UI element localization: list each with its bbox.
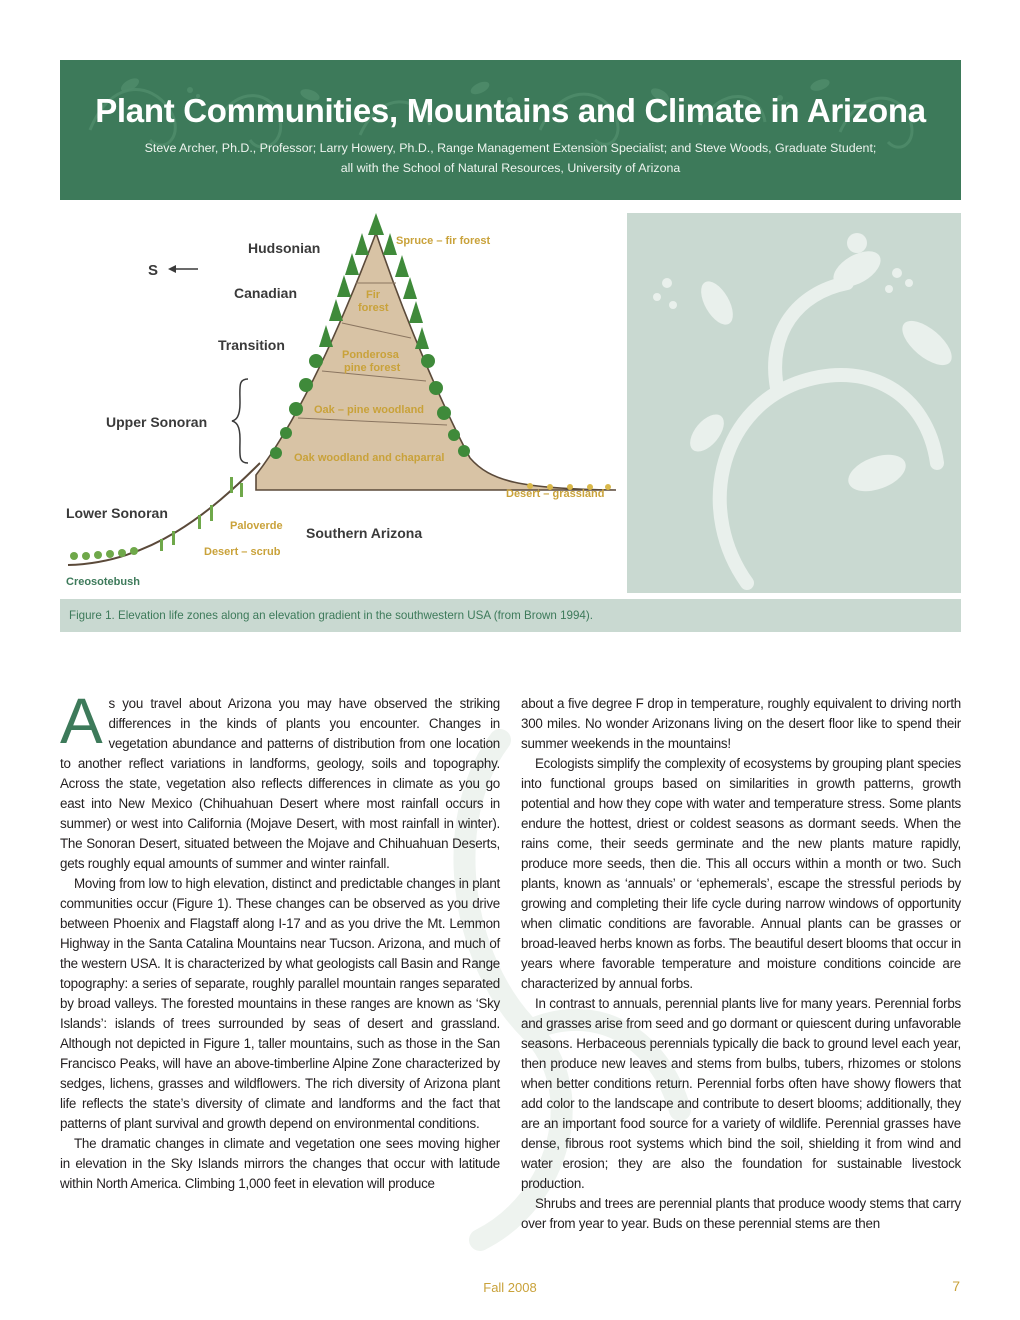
figure-caption: Figure 1. Elevation life zones along an elevation gradient in the southwestern USA (from Brown 1994). [60,599,961,632]
vine-ornament [627,213,961,593]
south-label: S [148,262,159,279]
decorative-panel [627,213,961,593]
south-arrowhead [168,265,176,273]
zone-label-canadian: Canadian [234,285,298,301]
community-oak-pine: Oak – pine woodland [314,404,425,416]
paragraph-temperature: about a five degree F drop in temperature, roughly equivalent to driving north 300 miles. No wonder Arizonans living on the desert floor like to spend their summer weekends in the mountains! [521,696,961,751]
article-title: Plant Communities, Mountains and Climate in Arizona [95,92,926,129]
article-column-left [60,685,500,1194]
community-fir-line2: forest [358,302,389,314]
header-swirl-ornament [60,60,961,200]
zone-label-hudsonian: Hudsonian [248,240,321,256]
community-creosotebush: Creosotebush [66,576,140,588]
author-byline [60,138,961,178]
community-paloverde: Paloverde [230,520,283,532]
paragraph-functional-groups: Ecologists simplify the complexity of ecosystems by grouping plant species into functional groups based on similarities in growth patterns, growth potential and how they cope with water and temperature stress. Some plants endure the hottest, driest or coldest seasons as dormant seeds. When the rains come, their seeds germinate and the new plants mature rapidly, produce more seeds, then die. This all occurs within a month or two. Such plants, known as ‘annuals’ or ‘ephemerals’, escape the stressful periods by growing and completing their life cycle during narrow windows of opportunity when climatic conditions are favorable. Annual plants can be grasses or broad-leaved herbs known as forbs. The beautiful desert blooms that occur in years where favorable temperature and moisture conditions coincide are characterized by annual forbs. [521,756,961,991]
community-spruce-fir: Spruce – fir forest [396,235,491,247]
zone-label-transition: Transition [218,337,285,353]
community-desert-grassland: Desert – grassland [506,488,605,500]
footer-issue: Fall 2008 [483,1280,537,1295]
page-number: 7 [952,1278,960,1294]
upper-sonoran-brace [232,379,248,463]
drop-cap: A [60,685,103,757]
paragraph-perennials: In contrast to annuals, perennial plants live for many years. Perennial forbs and grasses arise from seed and go dormant or quiescent during unfavorable seasons. Herbaceous perennials typically die back to ground level each year, then produce new leaves and stems from bulbs, tubers, rhizomes or stolons when better conditions return. Perennial forbs often have showy flowers that add color to the landscape and contribute to desert blooms; additionally, they are an important food source for a variety of wildlife. Perennial grasses have dense, fibrous root systems which bind the soil, shielding it from wind and water erosion; they are also the foundation for sustainable livestock production. [521,996,961,1191]
community-desert-scrub: Desert – scrub [204,546,281,558]
article-column-right [521,694,961,1234]
paragraph-intro-text: s you travel about Arizona you may have observed the striking differences in the kinds of plants you encounter. Changes in vegetation abundance and patterns of distribution from one location to another reflect variations in landforms, geology, soils and topography. Across the state, vegetation also reflects differences in climate as you go east into New Mexico (Chihuahuan Desert where most rainfall occurs in summer) or west into California (Mojave Desert, with most rainfall in winter). The Sonoran Desert, situated between the Mojave and Chihuahuan Deserts, gets roughly equal amounts of summer and winter rainfall. [60,696,500,871]
paragraph-sky-islands: The dramatic changes in climate and vegetation one sees moving higher in elevation in the Sky Islands mirrors the changes that occur with latitude within North America. Climbing 1,000 feet in elevation will produce [60,1136,500,1191]
paragraph-shrubs-trees: Shrubs and trees are perennial plants that produce woody stems that carry over from year to year. Buds on these perennial stems are then [521,1196,961,1231]
byline-line-1: Steve Archer, Ph.D., Professor; Larry Howery, Ph.D., Range Management Extension Specialist; and Steve Woods, Graduate Student; [144,141,877,155]
community-fir-line1: Fir [366,289,381,301]
paragraph-intro [60,685,500,874]
region-southern-arizona: Southern Arizona [306,525,423,541]
community-oak-chaparral: Oak woodland and chaparral [294,452,445,464]
community-ponderosa-line1: Ponderosa [342,349,399,361]
elevation-life-zones-figure [60,213,626,593]
community-ponderosa-line2: pine forest [344,362,401,374]
zone-label-lower-sonoran: Lower Sonoran [66,505,168,521]
byline-line-2: all with the School of Natural Resources, University of Arizona [340,161,681,175]
paragraph-elevation: Moving from low to high elevation, distinct and predictable changes in plant communities occur (Figure 1). These changes can be observed as you drive between Phoenix and Flagstaff along I-17 and as you drive the Mt. Lemmon Highway in the Santa Catalina Mountains near Tucson. Arizona, and much of the western USA. It is characterized by what geologists call Basin and Range topography: a series of separate, roughly parallel mountain ranges separated by broad valleys. The forested mountains in these ranges are known as ‘Sky Islands’: islands of trees surrounded by seas of desert and grassland. Although not depicted in Figure 1, taller mountains, such as those in the San Francisco Peaks, will have an above-timberline Alpine Zone characterized by sedges, lichens, grasses and wildflowers. The rich diversity of Arizona plant life reflects the state’s diversity of climate and landforms and the fact that patterns of plant survival and growth depend on environmental conditions. [60,876,500,1131]
header-banner [60,60,961,200]
zone-label-upper-sonoran: Upper Sonoran [106,414,208,430]
